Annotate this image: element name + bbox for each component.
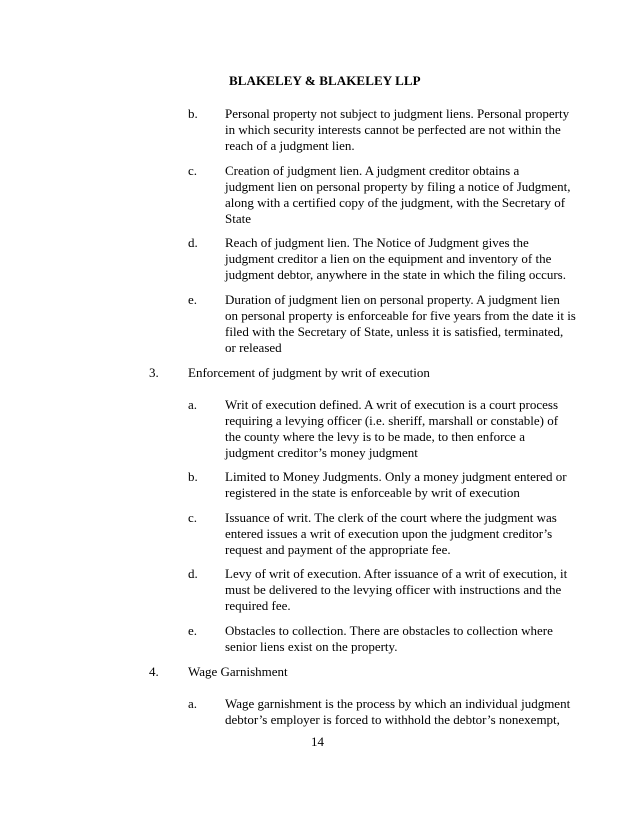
item-marker: c.	[188, 510, 198, 525]
text-line: senior liens exist on the property.	[225, 639, 398, 655]
text-line: debtor’s employer is forced to withhold the debtor’s nonexempt,	[225, 712, 560, 728]
page-number: 14	[311, 734, 324, 749]
item-marker: e.	[188, 292, 198, 307]
item-marker: a.	[188, 696, 198, 711]
item-marker: e.	[188, 623, 198, 638]
text-line: filed with the Secretary of State, unless it is satisfied, terminated,	[225, 324, 564, 340]
item-marker: b.	[188, 106, 198, 121]
text-line: the county where the levy is to be made, to then enforce a	[225, 429, 525, 445]
section-heading	[188, 365, 430, 381]
text-line: or released	[225, 340, 282, 356]
section-number: 4.	[149, 664, 159, 679]
text-line: must be delivered to the levying officer with instructions and the	[225, 582, 562, 598]
section-number: 3.	[149, 365, 159, 380]
text-line: judgment creditor’s money judgment	[225, 445, 418, 461]
text-line: State	[225, 211, 251, 227]
text-line: registered in the state is enforceable by writ of execution	[225, 485, 520, 501]
item-text	[225, 397, 558, 461]
item-marker: c.	[188, 163, 198, 178]
text-line: Wage Garnishment	[188, 664, 288, 679]
item-text	[225, 510, 557, 558]
text-line: on personal property is enforceable for five years from the date it is	[225, 308, 576, 324]
item-marker: d.	[188, 566, 198, 581]
item-text	[225, 292, 576, 356]
text-line: along with a certified copy of the judgment, with the Secretary of	[225, 195, 566, 211]
text-line: Obstacles to collection. There are obstacles to collection where	[225, 623, 553, 638]
text-line: Wage garnishment is the process by which an individual judgment	[225, 696, 571, 711]
text-line: Reach of judgment lien. The Notice of Judgment gives the	[225, 235, 529, 250]
item-text	[225, 469, 567, 501]
text-line: reach of a judgment lien.	[225, 138, 355, 154]
text-line: judgment debtor, anywhere in the state in which the filing occurs.	[225, 267, 566, 283]
text-line: Issuance of writ. The clerk of the court where the judgment was	[225, 510, 557, 525]
item-marker: d.	[188, 235, 198, 250]
text-line: Limited to Money Judgments. Only a money judgment entered or	[225, 469, 567, 484]
item-marker: a.	[188, 397, 198, 412]
text-line: judgment creditor a lien on the equipment and inventory of the	[225, 251, 552, 267]
text-line: in which security interests cannot be perfected are not within the	[225, 122, 561, 138]
text-line: judgment lien on personal property by filing a notice of Judgment,	[225, 179, 571, 195]
section-heading	[188, 664, 288, 680]
text-line: Writ of execution defined. A writ of execution is a court process	[225, 397, 559, 412]
text-line: requiring a levying officer (i.e. sheriff, marshall or constable) of	[225, 413, 559, 429]
text-line: Levy of writ of execution. After issuance of a writ of execution, it	[225, 566, 568, 581]
item-text	[225, 106, 569, 154]
item-text	[225, 235, 566, 283]
item-marker: b.	[188, 469, 198, 484]
item-text	[225, 696, 570, 728]
item-text	[225, 163, 571, 227]
item-text	[225, 566, 567, 614]
text-line: required fee.	[225, 598, 291, 614]
firm-header: BLAKELEY & BLAKELEY LLP	[229, 73, 421, 88]
text-line: entered issues a writ of execution upon the judgment creditor’s	[225, 526, 553, 542]
text-line: Creation of judgment lien. A judgment creditor obtains a	[225, 163, 520, 178]
text-line: request and payment of the appropriate fee.	[225, 542, 451, 558]
text-line: Personal property not subject to judgment liens. Personal property	[225, 106, 570, 121]
text-line: Duration of judgment lien on personal property. A judgment lien	[225, 292, 560, 307]
item-text	[225, 623, 553, 655]
text-line: Enforcement of judgment by writ of execution	[188, 365, 430, 380]
